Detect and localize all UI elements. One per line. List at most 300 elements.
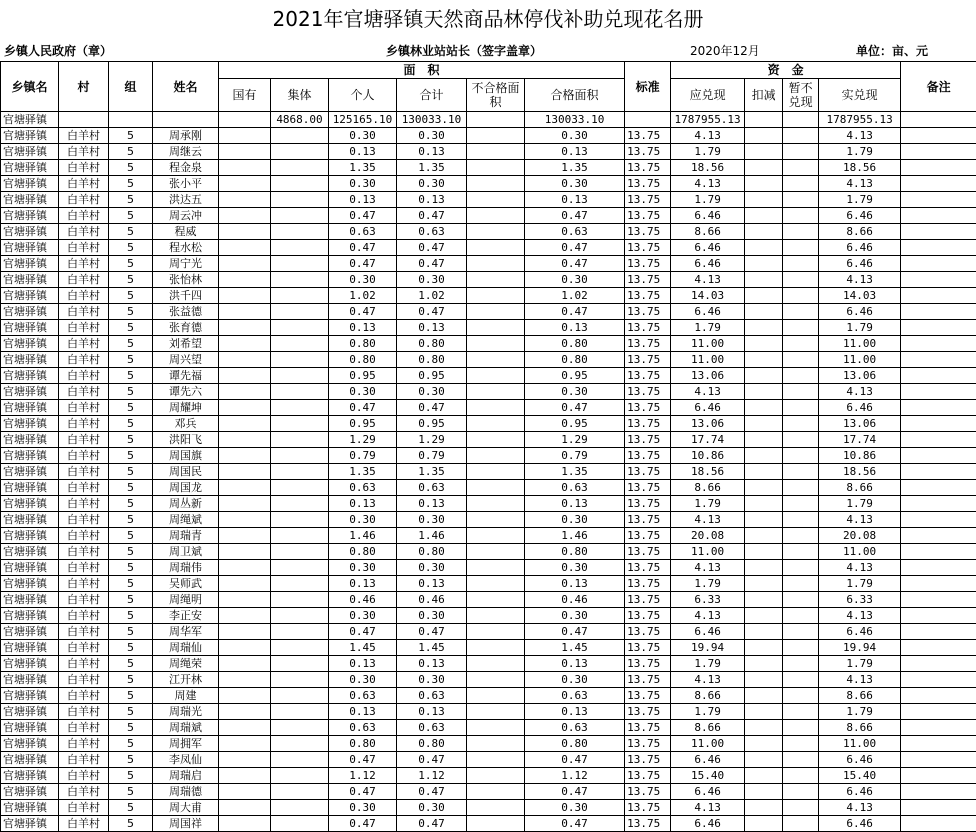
cell-deduct [745, 560, 783, 576]
cell-unqualified [467, 272, 525, 288]
table-row [1, 304, 976, 320]
cell-town: 官塘驿镇 [1, 368, 59, 384]
cell-standard: 13.75 [625, 448, 671, 464]
cell-remark [901, 384, 976, 400]
cell-remark [901, 768, 976, 784]
cell-qualified: 0.47 [525, 240, 625, 256]
cell-collective [271, 512, 329, 528]
cell-state [219, 320, 271, 336]
cell-town: 官塘驿镇 [1, 192, 59, 208]
cell-name: 程水松 [153, 240, 219, 256]
cell-personal: 0.47 [329, 240, 397, 256]
cell-deduct [745, 336, 783, 352]
table-row [1, 592, 976, 608]
cell-actual: 15.40 [819, 768, 901, 784]
cell-unqualified [467, 160, 525, 176]
cell-payable: 1.79 [671, 496, 745, 512]
cell-deduct [745, 784, 783, 800]
cell-village: 白羊村 [59, 576, 109, 592]
cell-subtotal: 0.30 [397, 560, 467, 576]
table-row [1, 320, 976, 336]
cell-town: 官塘驿镇 [1, 560, 59, 576]
cell-state [219, 400, 271, 416]
cell-personal: 0.30 [329, 176, 397, 192]
cell-state [219, 416, 271, 432]
cell-state [219, 672, 271, 688]
cell-qualified: 1.45 [525, 640, 625, 656]
cell-subtotal: 0.63 [397, 688, 467, 704]
cell-village: 白羊村 [59, 784, 109, 800]
cell-town: 官塘驿镇 [1, 672, 59, 688]
cell-village: 白羊村 [59, 304, 109, 320]
cell-unqualified [467, 544, 525, 560]
cell-collective [271, 656, 329, 672]
table-row [1, 208, 976, 224]
cell-qualified: 0.13 [525, 576, 625, 592]
cell-group: 5 [109, 784, 153, 800]
cell-qualified: 0.47 [525, 256, 625, 272]
cell-state [219, 384, 271, 400]
cell-personal: 0.63 [329, 480, 397, 496]
cell-town: 官塘驿镇 [1, 256, 59, 272]
cell-qualified: 0.80 [525, 544, 625, 560]
table-row [1, 624, 976, 640]
cell-village: 白羊村 [59, 544, 109, 560]
cell-group: 5 [109, 736, 153, 752]
cell-subtotal: 0.13 [397, 704, 467, 720]
cell-state [219, 656, 271, 672]
cell-name: 周耀坤 [153, 400, 219, 416]
cell-payable: 15.40 [671, 768, 745, 784]
cell-qualified: 1.02 [525, 288, 625, 304]
cell-actual: 13.06 [819, 416, 901, 432]
cell-deduct [745, 144, 783, 160]
cell-personal: 0.30 [329, 672, 397, 688]
cell-pending [783, 720, 819, 736]
table-row [1, 336, 976, 352]
cell-payable: 13.06 [671, 368, 745, 384]
cell-personal: 0.30 [329, 384, 397, 400]
cell-village: 白羊村 [59, 528, 109, 544]
cell-subtotal: 0.13 [397, 496, 467, 512]
cell-unqualified [467, 416, 525, 432]
cell-qualified: 0.13 [525, 192, 625, 208]
cell-subtotal: 0.47 [397, 624, 467, 640]
cell-deduct [745, 464, 783, 480]
summary-remark-empty [901, 112, 976, 128]
cell-unqualified [467, 464, 525, 480]
cell-town: 官塘驿镇 [1, 464, 59, 480]
cell-town: 官塘驿镇 [1, 512, 59, 528]
cell-village: 白羊村 [59, 592, 109, 608]
cell-payable: 8.66 [671, 688, 745, 704]
cell-collective [271, 304, 329, 320]
cell-pending [783, 528, 819, 544]
cell-group: 5 [109, 320, 153, 336]
cell-deduct [745, 448, 783, 464]
cell-actual: 6.46 [819, 752, 901, 768]
cell-qualified: 0.30 [525, 608, 625, 624]
cell-actual: 1.79 [819, 192, 901, 208]
cell-remark [901, 224, 976, 240]
cell-actual: 11.00 [819, 544, 901, 560]
cell-state [219, 688, 271, 704]
cell-qualified: 0.63 [525, 688, 625, 704]
cell-group: 5 [109, 368, 153, 384]
cell-deduct [745, 496, 783, 512]
cell-personal: 0.13 [329, 576, 397, 592]
table-row [1, 512, 976, 528]
cell-name: 周绳明 [153, 592, 219, 608]
table-row [1, 240, 976, 256]
cell-collective [271, 752, 329, 768]
cell-qualified: 0.46 [525, 592, 625, 608]
cell-collective [271, 272, 329, 288]
cell-village: 白羊村 [59, 352, 109, 368]
cell-collective [271, 544, 329, 560]
cell-actual: 1.79 [819, 320, 901, 336]
cell-remark [901, 480, 976, 496]
cell-subtotal: 0.47 [397, 256, 467, 272]
cell-subtotal: 1.29 [397, 432, 467, 448]
cell-subtotal: 0.30 [397, 384, 467, 400]
cell-town: 官塘驿镇 [1, 592, 59, 608]
cell-state [219, 640, 271, 656]
cell-village: 白羊村 [59, 816, 109, 832]
cell-payable: 6.33 [671, 592, 745, 608]
cell-personal: 0.80 [329, 352, 397, 368]
cell-collective [271, 672, 329, 688]
cell-name: 周承刚 [153, 128, 219, 144]
cell-standard: 13.75 [625, 128, 671, 144]
cell-town: 官塘驿镇 [1, 208, 59, 224]
cell-group: 5 [109, 128, 153, 144]
cell-standard: 13.75 [625, 304, 671, 320]
summary-town: 官塘驿镇 [1, 112, 59, 128]
cell-actual: 6.46 [819, 400, 901, 416]
page-title: 2021年官塘驿镇天然商品林停伐补助兑现花名册 [272, 7, 704, 31]
cell-payable: 14.03 [671, 288, 745, 304]
header-pending: 暂不兑现 [783, 79, 819, 112]
cell-pending [783, 208, 819, 224]
cell-town: 官塘驿镇 [1, 544, 59, 560]
cell-unqualified [467, 608, 525, 624]
cell-unqualified [467, 304, 525, 320]
cell-town: 官塘驿镇 [1, 352, 59, 368]
cell-pending [783, 784, 819, 800]
cell-town: 官塘驿镇 [1, 336, 59, 352]
table-row [1, 784, 976, 800]
cell-village: 白羊村 [59, 720, 109, 736]
cell-name: 周国祥 [153, 816, 219, 832]
cell-qualified: 0.95 [525, 416, 625, 432]
cell-collective [271, 736, 329, 752]
cell-collective [271, 816, 329, 832]
table-row [1, 384, 976, 400]
cell-remark [901, 320, 976, 336]
cell-state [219, 208, 271, 224]
table-row [1, 368, 976, 384]
cell-group: 5 [109, 272, 153, 288]
header-personal: 个人 [329, 79, 397, 112]
header-payable: 应兑现 [671, 79, 745, 112]
cell-remark [901, 800, 976, 816]
cell-group: 5 [109, 336, 153, 352]
summary-subtotal: 130033.10 [397, 112, 467, 128]
cell-unqualified [467, 480, 525, 496]
cell-village: 白羊村 [59, 480, 109, 496]
cell-town: 官塘驿镇 [1, 752, 59, 768]
cell-name: 周丛新 [153, 496, 219, 512]
cell-deduct [745, 576, 783, 592]
cell-standard: 13.75 [625, 320, 671, 336]
table-row [1, 480, 976, 496]
cell-pending [783, 144, 819, 160]
header-unqualified: 不合格面 积 [467, 79, 525, 112]
cell-village: 白羊村 [59, 624, 109, 640]
cell-unqualified [467, 784, 525, 800]
cell-town: 官塘驿镇 [1, 624, 59, 640]
cell-collective [271, 384, 329, 400]
cell-pending [783, 672, 819, 688]
cell-name: 周宁光 [153, 256, 219, 272]
cell-unqualified [467, 816, 525, 832]
summary-qualified: 130033.10 [525, 112, 625, 128]
cell-unqualified [467, 240, 525, 256]
cell-village: 白羊村 [59, 384, 109, 400]
table-row [1, 256, 976, 272]
cell-town: 官塘驿镇 [1, 160, 59, 176]
cell-pending [783, 816, 819, 832]
cell-subtotal: 0.47 [397, 304, 467, 320]
cell-town: 官塘驿镇 [1, 384, 59, 400]
cell-group: 5 [109, 352, 153, 368]
cell-personal: 0.47 [329, 400, 397, 416]
summary-actual: 1787955.13 [819, 112, 901, 128]
cell-collective [271, 224, 329, 240]
cell-subtotal: 0.30 [397, 512, 467, 528]
cell-state [219, 496, 271, 512]
cell-remark [901, 176, 976, 192]
cell-deduct [745, 416, 783, 432]
table-row [1, 672, 976, 688]
cell-collective [271, 352, 329, 368]
cell-collective [271, 688, 329, 704]
cell-group: 5 [109, 144, 153, 160]
cell-subtotal: 0.63 [397, 224, 467, 240]
cell-group: 5 [109, 688, 153, 704]
summary-unqualified-empty [467, 112, 525, 128]
cell-group: 5 [109, 608, 153, 624]
cell-group: 5 [109, 768, 153, 784]
cell-standard: 13.75 [625, 672, 671, 688]
cell-unqualified [467, 752, 525, 768]
cell-remark [901, 208, 976, 224]
cell-name: 周瑞德 [153, 784, 219, 800]
cell-town: 官塘驿镇 [1, 432, 59, 448]
cell-unqualified [467, 224, 525, 240]
cell-personal: 0.13 [329, 496, 397, 512]
cell-payable: 4.13 [671, 560, 745, 576]
cell-name: 邓兵 [153, 416, 219, 432]
cell-deduct [745, 432, 783, 448]
cell-name: 周华军 [153, 624, 219, 640]
cell-pending [783, 304, 819, 320]
cell-name: 周卫斌 [153, 544, 219, 560]
cell-unqualified [467, 448, 525, 464]
cell-deduct [745, 368, 783, 384]
table-row [1, 432, 976, 448]
cell-qualified: 0.30 [525, 512, 625, 528]
table-row [1, 528, 976, 544]
cell-actual: 6.46 [819, 208, 901, 224]
table-row [1, 144, 976, 160]
cell-town: 官塘驿镇 [1, 320, 59, 336]
cell-standard: 13.75 [625, 624, 671, 640]
cell-actual: 19.94 [819, 640, 901, 656]
cell-unqualified [467, 496, 525, 512]
cell-unqualified [467, 640, 525, 656]
cell-village: 白羊村 [59, 768, 109, 784]
cell-deduct [745, 256, 783, 272]
cell-village: 白羊村 [59, 672, 109, 688]
cell-group: 5 [109, 176, 153, 192]
header-standard: 标准 [625, 62, 671, 112]
cell-remark [901, 672, 976, 688]
cell-pending [783, 368, 819, 384]
cell-payable: 18.56 [671, 464, 745, 480]
table-row [1, 288, 976, 304]
table-row [1, 768, 976, 784]
cell-qualified: 0.30 [525, 384, 625, 400]
cell-subtotal: 0.30 [397, 128, 467, 144]
cell-town: 官塘驿镇 [1, 816, 59, 832]
cell-state [219, 432, 271, 448]
cell-village: 白羊村 [59, 208, 109, 224]
cell-subtotal: 0.30 [397, 672, 467, 688]
cell-qualified: 0.13 [525, 496, 625, 512]
cell-town: 官塘驿镇 [1, 272, 59, 288]
cell-unqualified [467, 656, 525, 672]
cell-subtotal: 1.12 [397, 768, 467, 784]
table-row [1, 688, 976, 704]
cell-personal: 0.95 [329, 416, 397, 432]
cell-personal: 0.13 [329, 144, 397, 160]
cell-personal: 0.79 [329, 448, 397, 464]
summary-personal: 125165.10 [329, 112, 397, 128]
cell-pending [783, 704, 819, 720]
cell-payable: 6.46 [671, 816, 745, 832]
cell-standard: 13.75 [625, 368, 671, 384]
cell-name: 张小平 [153, 176, 219, 192]
cell-payable: 4.13 [671, 672, 745, 688]
summary-collective: 4868.00 [271, 112, 329, 128]
cell-standard: 13.75 [625, 560, 671, 576]
cell-village: 白羊村 [59, 688, 109, 704]
cell-group: 5 [109, 528, 153, 544]
cell-qualified: 0.30 [525, 272, 625, 288]
cell-standard: 13.75 [625, 496, 671, 512]
cell-pending [783, 176, 819, 192]
cell-standard: 13.75 [625, 768, 671, 784]
table-row [1, 192, 976, 208]
cell-qualified: 0.80 [525, 352, 625, 368]
cell-personal: 1.29 [329, 432, 397, 448]
cell-payable: 1.79 [671, 192, 745, 208]
cell-name: 周兴望 [153, 352, 219, 368]
table-row [1, 608, 976, 624]
cell-qualified: 0.47 [525, 816, 625, 832]
cell-subtotal: 0.80 [397, 352, 467, 368]
cell-group: 5 [109, 800, 153, 816]
cell-remark [901, 720, 976, 736]
table-row [1, 576, 976, 592]
cell-deduct [745, 352, 783, 368]
cell-unqualified [467, 592, 525, 608]
table-row [1, 720, 976, 736]
cell-qualified: 0.47 [525, 752, 625, 768]
header-qualified: 合格面积 [525, 79, 625, 112]
cell-group: 5 [109, 544, 153, 560]
cell-subtotal: 0.47 [397, 784, 467, 800]
cell-unqualified [467, 352, 525, 368]
cell-deduct [745, 688, 783, 704]
cell-standard: 13.75 [625, 224, 671, 240]
cell-actual: 6.46 [819, 624, 901, 640]
cell-subtotal: 0.95 [397, 368, 467, 384]
cell-pending [783, 768, 819, 784]
cell-unqualified [467, 672, 525, 688]
cell-collective [271, 720, 329, 736]
cell-village: 白羊村 [59, 400, 109, 416]
cell-payable: 8.66 [671, 480, 745, 496]
cell-standard: 13.75 [625, 800, 671, 816]
table-row [1, 752, 976, 768]
table-row [1, 800, 976, 816]
cell-subtotal: 0.95 [397, 416, 467, 432]
cell-qualified: 1.29 [525, 432, 625, 448]
cell-village: 白羊村 [59, 192, 109, 208]
cell-actual: 10.86 [819, 448, 901, 464]
cell-collective [271, 192, 329, 208]
cell-actual: 6.46 [819, 240, 901, 256]
cell-group: 5 [109, 752, 153, 768]
cell-village: 白羊村 [59, 736, 109, 752]
cell-pending [783, 256, 819, 272]
cell-actual: 1.79 [819, 496, 901, 512]
cell-pending [783, 480, 819, 496]
cell-collective [271, 640, 329, 656]
table-row [1, 736, 976, 752]
cell-actual: 4.13 [819, 800, 901, 816]
cell-group: 5 [109, 192, 153, 208]
cell-unqualified [467, 512, 525, 528]
cell-subtotal: 0.30 [397, 176, 467, 192]
cell-qualified: 0.13 [525, 704, 625, 720]
cell-town: 官塘驿镇 [1, 800, 59, 816]
cell-qualified: 0.80 [525, 336, 625, 352]
cell-qualified: 0.13 [525, 656, 625, 672]
cell-remark [901, 512, 976, 528]
cell-actual: 4.13 [819, 512, 901, 528]
cell-subtotal: 0.47 [397, 752, 467, 768]
cell-town: 官塘驿镇 [1, 736, 59, 752]
cell-pending [783, 400, 819, 416]
cell-standard: 13.75 [625, 784, 671, 800]
cell-payable: 4.13 [671, 176, 745, 192]
cell-group: 5 [109, 704, 153, 720]
cell-name: 周建 [153, 688, 219, 704]
